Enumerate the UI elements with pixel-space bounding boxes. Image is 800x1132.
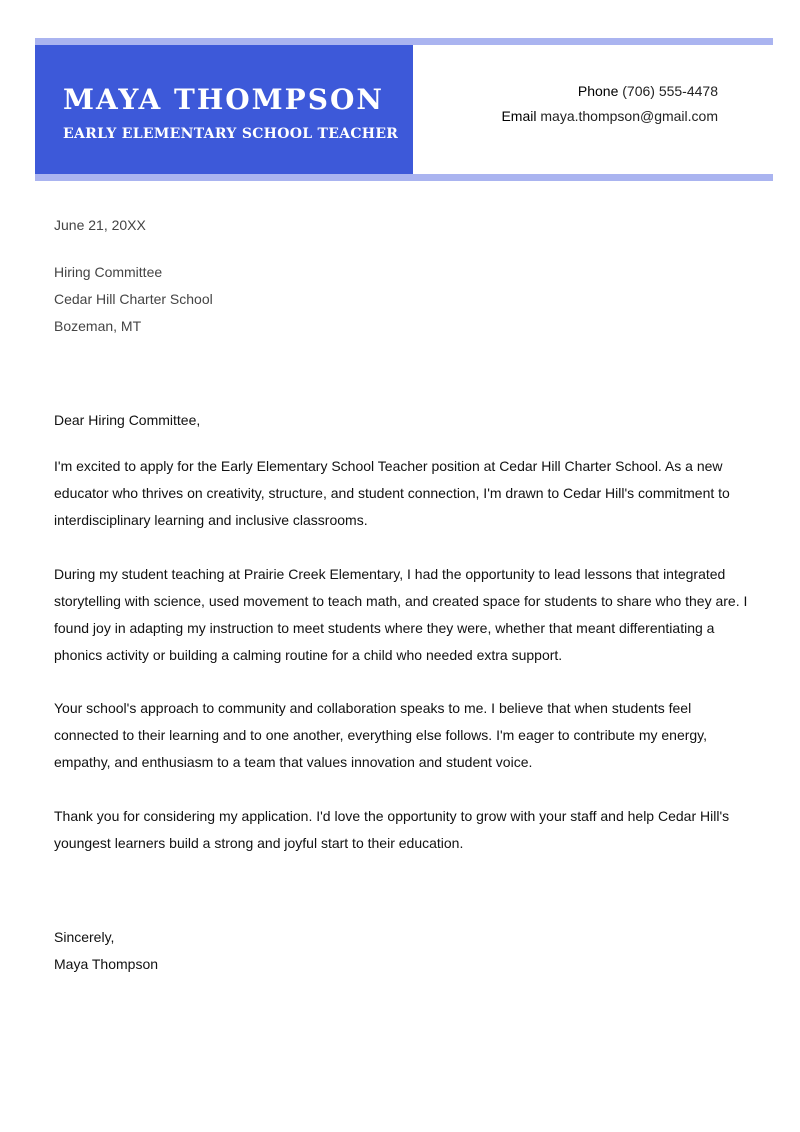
name-banner <box>35 45 413 174</box>
header-top-rule <box>35 38 773 45</box>
signature-name: Maya Thompson <box>54 956 159 972</box>
email-label: Email <box>501 108 537 124</box>
body-paragraph: Your school's approach to community and collaboration speaks to me. I believe that when students feel connected to their learning and to one another, everything else follows. I'm eager to contribute my energy, empathy, and enthusiasm to a team that values innovation and student voice. <box>54 700 708 770</box>
job-title: EARLY ELEMENTARY SCHOOL TEACHER <box>63 126 399 142</box>
recipient-name: Hiring Committee <box>54 264 163 280</box>
salutation: Dear Hiring Committee, <box>54 412 201 428</box>
body-paragraph: Thank you for considering my application. I'd love the opportunity to grow with your staff and help Cedar Hill's youngest learners build a strong and joyful start to their education. <box>54 808 730 851</box>
letter-header <box>35 38 773 181</box>
body-paragraph: During my student teaching at Prairie Creek Elementary, I had the opportunity to lead lessons that integrated storytelling with science, used movement to teach math, and created space for students to share who they are. I found joy in adapting my instruction to meet students where they were, whether that meant differentiating a phonics activity or building a calming routine for a child who needed extra support. <box>54 566 748 663</box>
phone-line <box>501 82 718 107</box>
body-paragraph: I'm excited to apply for the Early Elementary School Teacher position at Cedar Hill Charter School. As a new educator who thrives on creativity, structure, and student connection, I'm drawn to Cedar Hill's commitment to interdisciplinary learning and inclusive classrooms. <box>54 458 730 528</box>
email-line <box>501 107 718 132</box>
recipient-organization: Cedar Hill Charter School <box>54 291 213 307</box>
header-bottom-rule <box>35 174 773 181</box>
contact-info <box>501 82 718 132</box>
closing: Sincerely, <box>54 929 115 945</box>
phone-label: Phone <box>577 83 619 99</box>
letter-date: June 21, 20XX <box>54 217 146 233</box>
applicant-name: MAYA THOMPSON <box>63 83 384 116</box>
recipient-location: Bozeman, MT <box>54 318 142 334</box>
email-address: maya.thompson@gmail.com <box>540 108 718 124</box>
phone-number: (706) 555-4478 <box>622 83 718 99</box>
